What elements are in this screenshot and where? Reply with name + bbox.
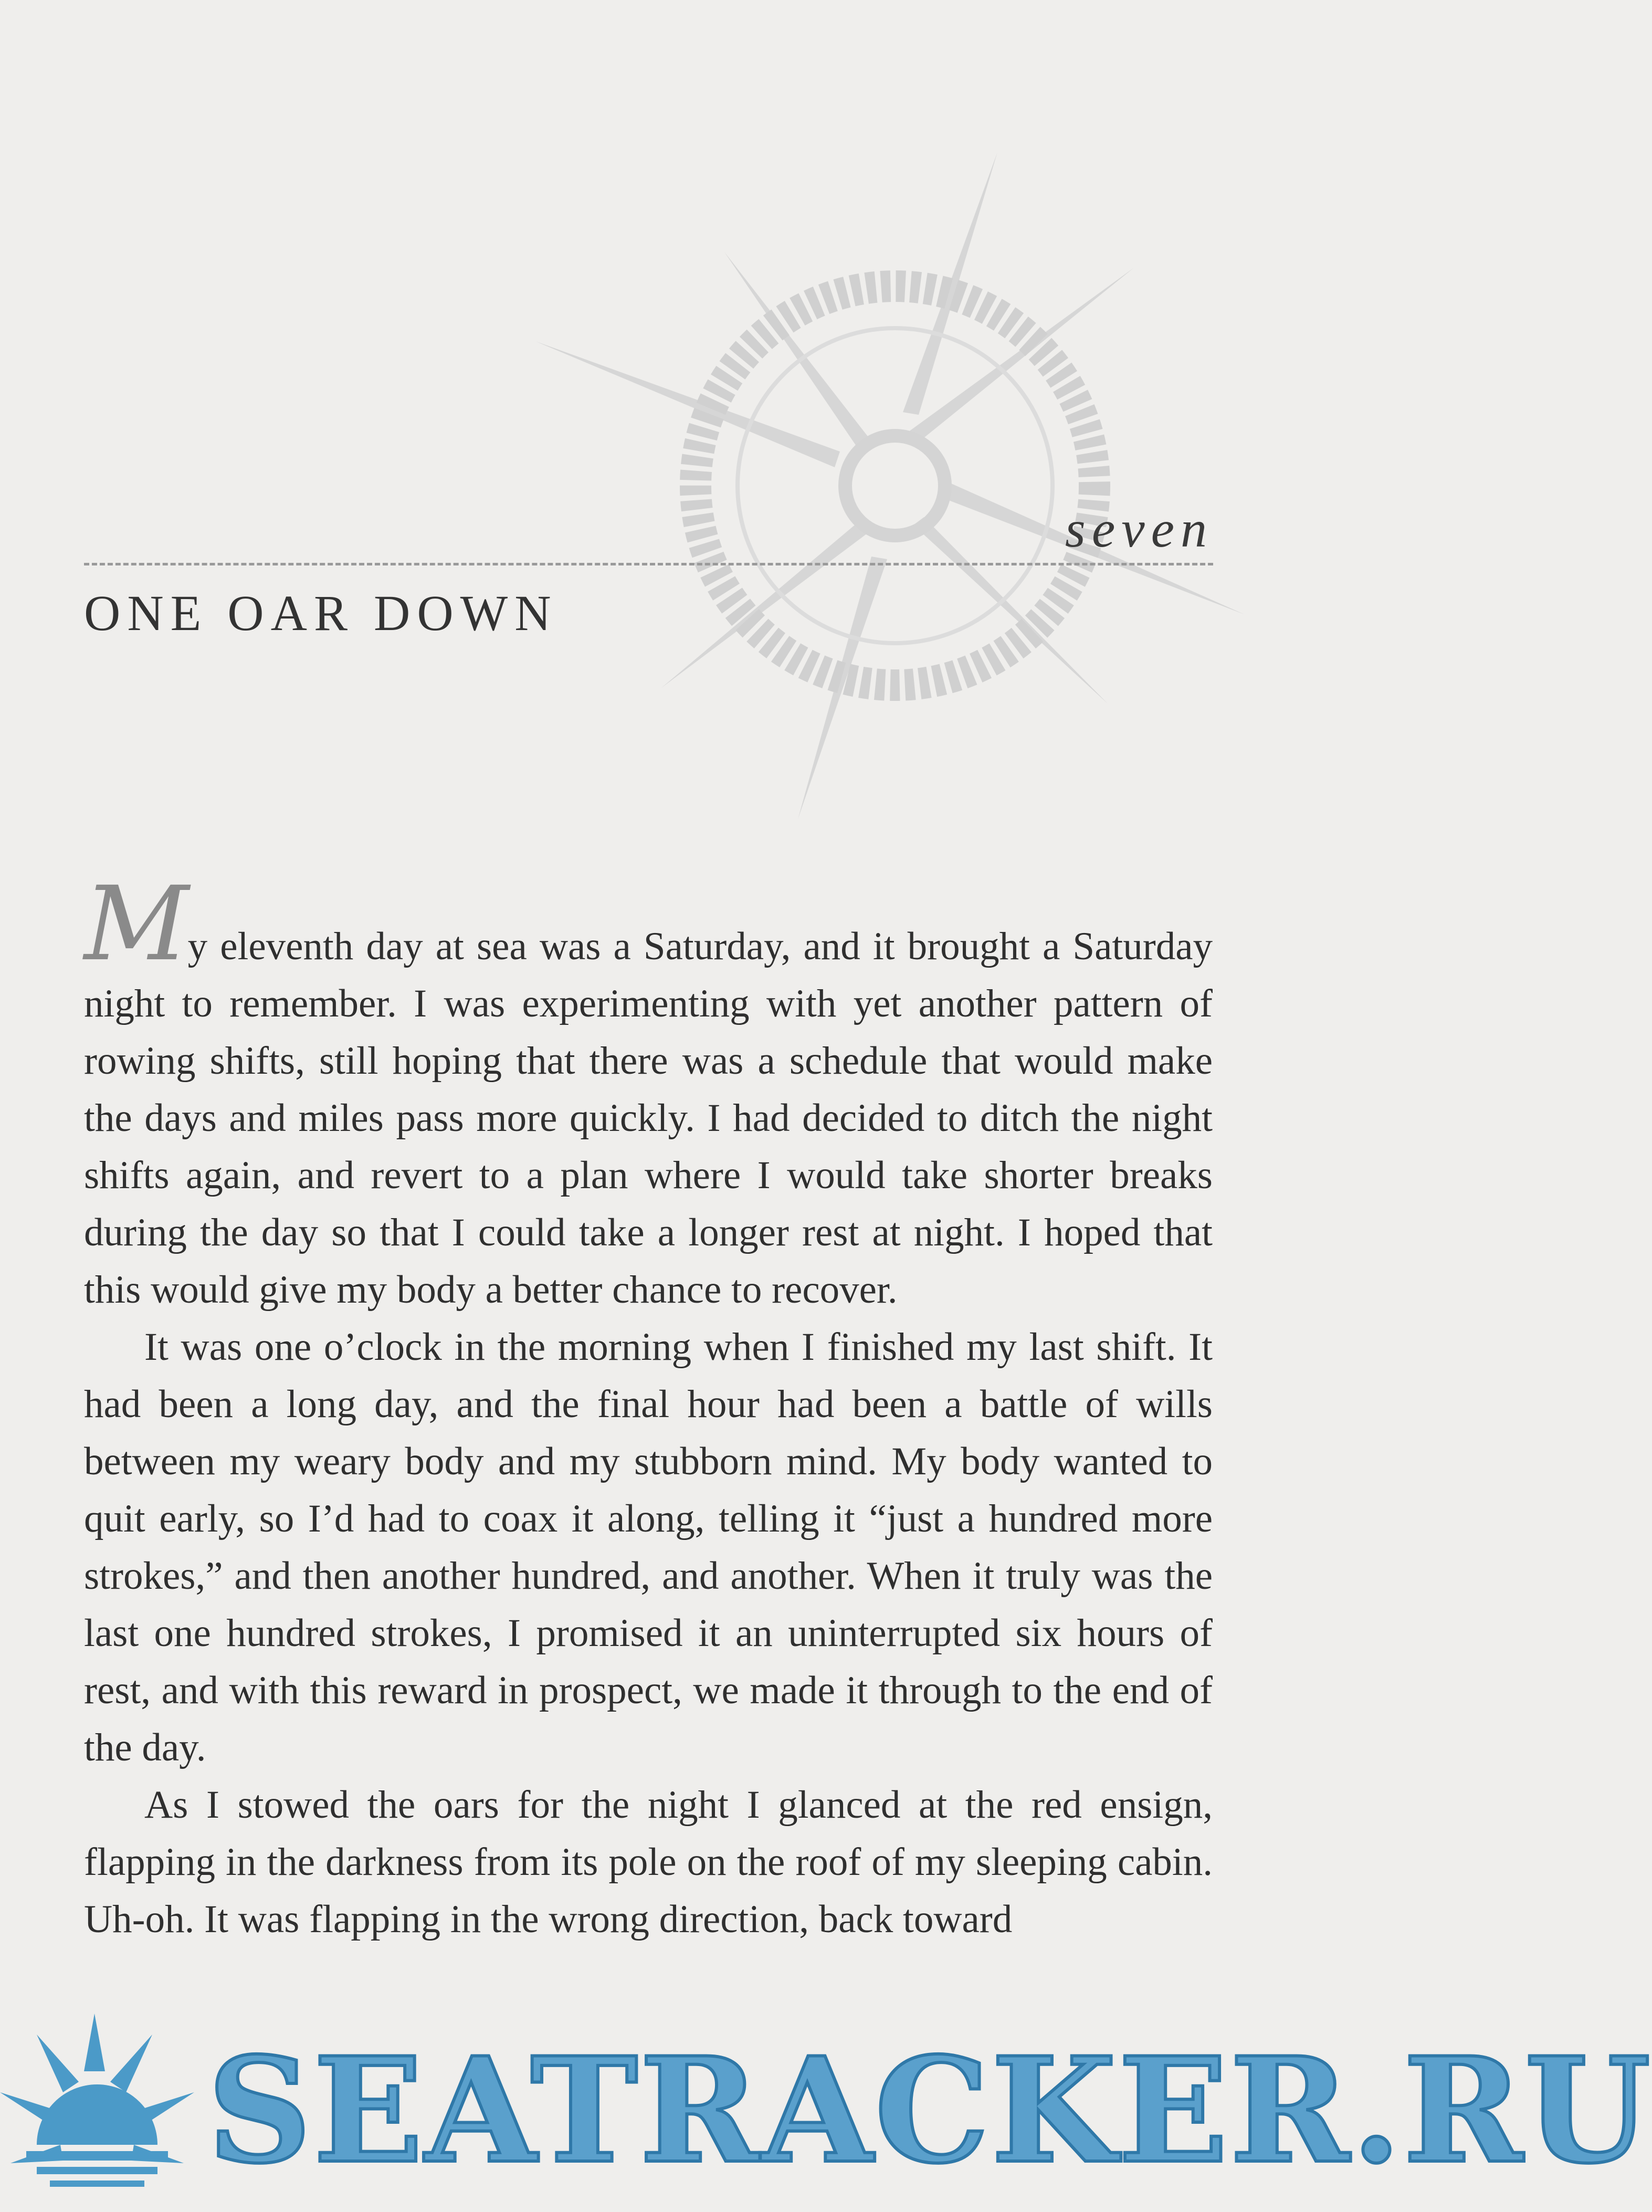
drop-cap: M — [84, 864, 186, 983]
chapter-number: seven — [1065, 500, 1213, 558]
paragraph: It was one o’clock in the morning when I finished my last shift. It had been a long day, and the final hour had been a battle of wills between my weary body and my stubborn mind. My body wanted to quit early, so I’d had to coax it along, telling it “just a hundred more strokes,” and then another hundred, and another. When it truly was the last one hundred strokes, I promised it an uninterrupted six hours of rest, and with this reward in prospect, we made it through to the end of the day. — [84, 1325, 1213, 1769]
paragraph: As I stowed the oars for the night I glanced at the red ensign, flapping in the darkness from its pole on the roof of my sleeping cabin. Uh-oh. It was flapping in the wrong direction, back toward — [84, 1783, 1213, 1941]
chapter-divider — [84, 563, 1213, 565]
chapter-body — [84, 864, 1213, 1948]
watermark-text: SEATRACKER.RU — [207, 2026, 1652, 2195]
chapter-title: ONE OAR DOWN — [84, 585, 558, 641]
paragraph-text: y eleventh day at sea was a Saturday, and it brought a Saturday night to remember. I was experimenting with yet another pattern of rowing shifts, still hoping that there was a schedule that would make the days and miles pass more quickly. I had decided to ditch the night shifts again, and revert to a plan where I would take shorter breaks during the day so that I could take a longer rest at night. I hoped that this would give my body a better chance to recover. — [84, 925, 1213, 1312]
paragraph — [84, 864, 1213, 1318]
compass-rose-icon — [504, 121, 1270, 856]
